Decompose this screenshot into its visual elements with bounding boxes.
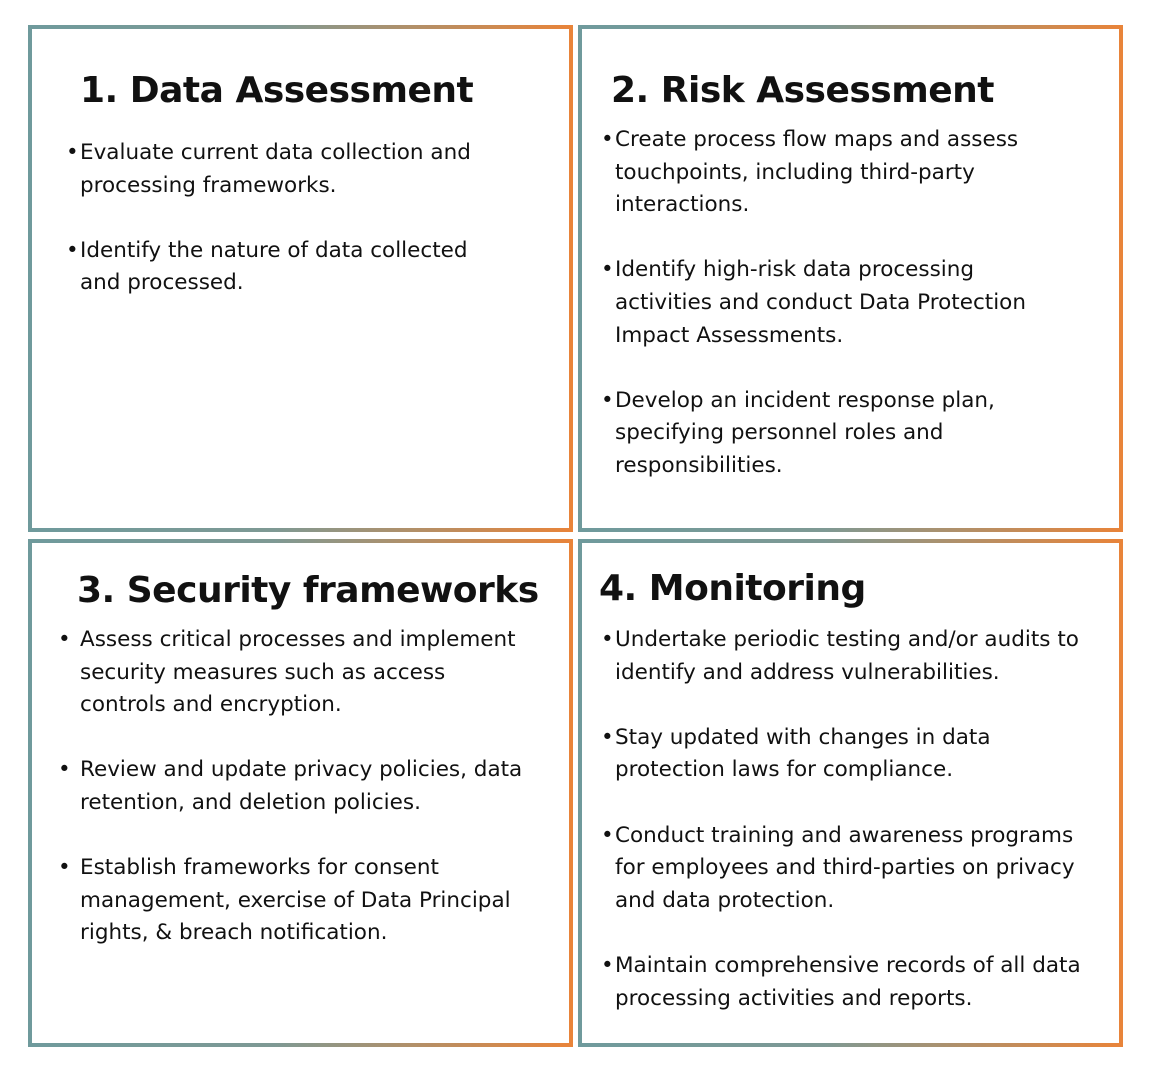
list-item-text: Develop an incident response plan, specifying personnel roles and responsibilities. [615, 387, 995, 478]
list-item-text: Review and update privacy policies, data retention, and deletion policies. [80, 757, 523, 815]
quadrant-title: 4. Monitoring [599, 568, 866, 609]
list-item-text: Evaluate current data collection and processing frameworks. [80, 140, 471, 198]
list-item: • Review and update privacy policies, data retention, and deletion policies. [58, 757, 523, 815]
list-item: • Stay updated with changes in data protection laws for compliance. [601, 724, 991, 783]
list-item: • Identify high-risk data processing activities and conduct Data Protection Impact Assessments. [601, 257, 1026, 348]
list-item: • Develop an incident response plan, specifying personnel roles and responsibilities. [601, 387, 995, 478]
quadrant-title: 3. Security frameworks [77, 570, 539, 611]
list-item: • Establish frameworks for consent management, exercise of Data Principal rights, & breach notification. [58, 855, 511, 946]
list-item: • Evaluate current data collection and processing frameworks. [66, 140, 471, 198]
list-item: • Maintain comprehensive records of all data processing activities and reports. [601, 952, 1081, 1011]
list-item-text: Identify high-risk data processing activities and conduct Data Protection Impact Assessments. [615, 257, 1026, 348]
bullet-list [58, 624, 525, 983]
list-item-text: Conduct training and awareness programs for employees and third-parties on privacy and data protection. [615, 822, 1075, 913]
list-item-text: Establish frameworks for consent management, exercise of Data Principal rights, & breach notification. [80, 855, 511, 946]
quadrant-title: 1. Data Assessment [80, 70, 474, 111]
list-item-text: Stay updated with changes in data protection laws for compliance. [615, 724, 991, 783]
list-item-text: Maintain comprehensive records of all data processing activities and reports. [615, 952, 1081, 1011]
bullet-list [601, 124, 1055, 515]
bullet-list [66, 137, 510, 333]
list-item-text: Create process flow maps and assess touchpoints, including third-party interactions. [615, 127, 1019, 218]
list-item-text: Undertake periodic testing and/or audits to identify and address vulnerabilities. [615, 627, 1079, 685]
list-item: • Assess critical processes and implement security measures such as access controls and encryption. [58, 627, 516, 718]
list-item-text: Identify the nature of data collected and processed. [80, 237, 468, 296]
list-item: • Conduct training and awareness programs for employees and third-parties on privacy and data protection. [601, 822, 1075, 913]
list-item: • Undertake periodic testing and/or audits to identify and address vulnerabilities. [601, 627, 1079, 685]
list-item: • Create process flow maps and assess touchpoints, including third-party interactions. [601, 127, 1019, 218]
list-item: • Identify the nature of data collected and processed. [66, 237, 468, 296]
list-item-text: Assess critical processes and implement security measures such as access controls and encryption. [80, 627, 516, 718]
quadrant-title: 2. Risk Assessment [611, 70, 994, 111]
bullet-list [601, 624, 1103, 1048]
